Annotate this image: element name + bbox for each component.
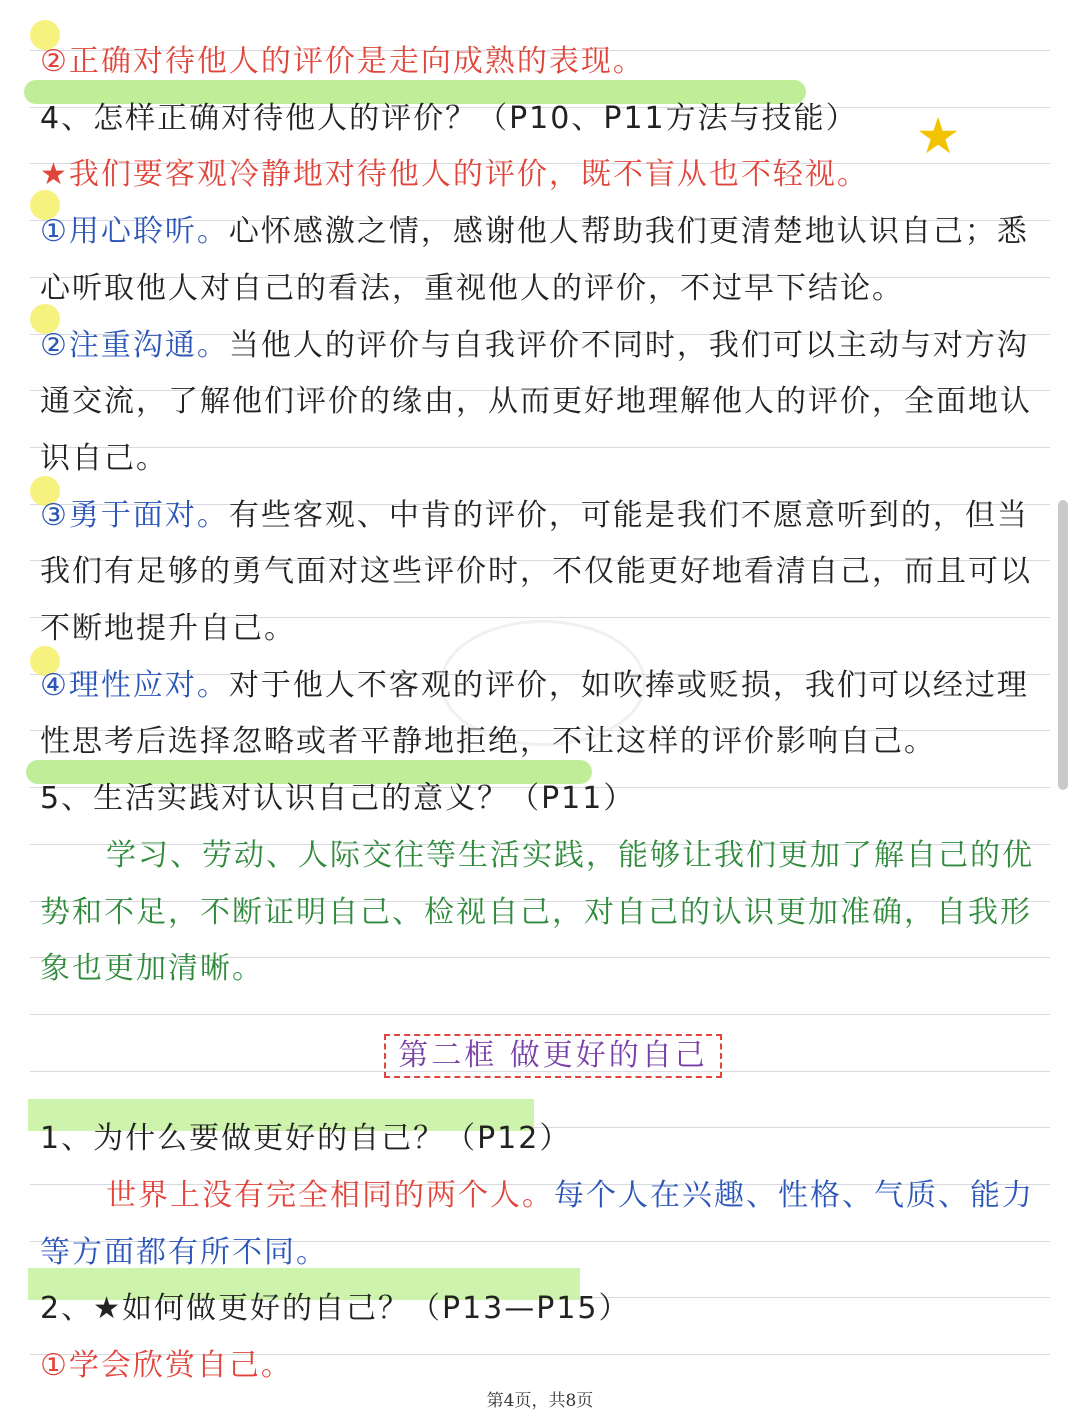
text-segment: 势和不足，不断证明自己、检视自己，对自己的认识更加准确，自我形 bbox=[40, 895, 1032, 930]
text-segment: 对于他人不客观的评价，如吹捧或贬损，我们可以经过理 bbox=[228, 668, 1029, 703]
text-segment: 心听取他人对自己的看法，重视他人的评价，不过早下结论。 bbox=[40, 271, 904, 306]
text-line bbox=[40, 552, 1044, 592]
text-segment: 识自己。 bbox=[40, 441, 168, 476]
page-footer: 第4页，共8页 bbox=[486, 1391, 594, 1411]
text-segment: 不断地提升自己。 bbox=[40, 611, 296, 646]
text-line bbox=[40, 1233, 1044, 1273]
text-line bbox=[40, 326, 1044, 366]
text-segment: 我们有足够的勇气面对这些评价时，不仅能更好地看清自己，而且可以 bbox=[40, 554, 1032, 589]
text-segment: 通交流，了解他们评价的缘由，从而更好地理解他人的评价，全面地认 bbox=[40, 384, 1032, 419]
text-line bbox=[40, 1176, 1044, 1216]
text-segment: 4、怎样正确对待他人的评价？（P10、P11方法与技能） bbox=[40, 101, 858, 136]
text-line bbox=[40, 496, 1044, 536]
text-line bbox=[40, 779, 1044, 819]
scrollbar[interactable] bbox=[1058, 500, 1068, 790]
text-line bbox=[40, 382, 1044, 422]
text-line bbox=[40, 155, 1044, 195]
text-line bbox=[40, 269, 1044, 309]
text-segment: 性思考后选择忽略或者平静地拒绝，不让这样的评价影响自己。 bbox=[40, 724, 936, 759]
text-segment: ④理性应对。 bbox=[40, 668, 229, 703]
text-segment: 2、★如何做更好的自己？（P13—P15） bbox=[40, 1291, 631, 1326]
text-line bbox=[40, 609, 1044, 649]
text-segment: 学习、劳动、人际交往等生活实践，能够让我们更加了解自己的优 bbox=[106, 838, 1034, 873]
ruled-line bbox=[30, 1014, 1050, 1015]
text-segment: 1、为什么要做更好的自己？（P12） bbox=[40, 1121, 572, 1156]
section-title: 第二框 做更好的自己 bbox=[384, 1034, 722, 1078]
text-segment: 5、生活实践对认识自己的意义？（P11） bbox=[40, 781, 636, 816]
text-segment: 象也更加清晰。 bbox=[40, 951, 264, 986]
text-line bbox=[40, 893, 1044, 933]
text-line bbox=[40, 42, 1044, 82]
text-segment: ①学会欣赏自己。 bbox=[40, 1348, 293, 1383]
text-line bbox=[40, 1119, 1044, 1159]
text-line bbox=[40, 1346, 1044, 1386]
text-segment: ③勇于面对。 bbox=[40, 498, 229, 533]
text-segment: 世界上没有完全相同的两个人。 bbox=[106, 1178, 554, 1213]
text-line bbox=[40, 1289, 1044, 1329]
star-icon: ★ bbox=[915, 107, 961, 165]
text-segment: ②正确对待他人的评价是走向成熟的表现。 bbox=[40, 44, 645, 79]
text-segment: ②注重沟通。 bbox=[40, 328, 229, 363]
text-segment: 心怀感激之情，感谢他人帮助我们更清楚地认识自己；悉 bbox=[228, 214, 1029, 249]
text-segment: ①用心聆听。 bbox=[40, 214, 229, 249]
text-segment: 每个人在兴趣、性格、气质、能力 bbox=[554, 1178, 1034, 1213]
text-line bbox=[40, 99, 1044, 139]
text-line bbox=[40, 212, 1044, 252]
text-segment: ★我们要客观冷静地对待他人的评价，既不盲从也不轻视。 bbox=[40, 157, 869, 192]
text-line bbox=[40, 949, 1044, 989]
text-line bbox=[40, 836, 1044, 876]
text-line bbox=[40, 722, 1044, 762]
text-segment: 等方面都有所不同。 bbox=[40, 1235, 328, 1270]
text-line bbox=[40, 439, 1044, 479]
text-line bbox=[40, 666, 1044, 706]
text-segment: 当他人的评价与自我评价不同时，我们可以主动与对方沟 bbox=[228, 328, 1029, 363]
text-segment: 有些客观、中肯的评价，可能是我们不愿意听到的，但当 bbox=[228, 498, 1029, 533]
